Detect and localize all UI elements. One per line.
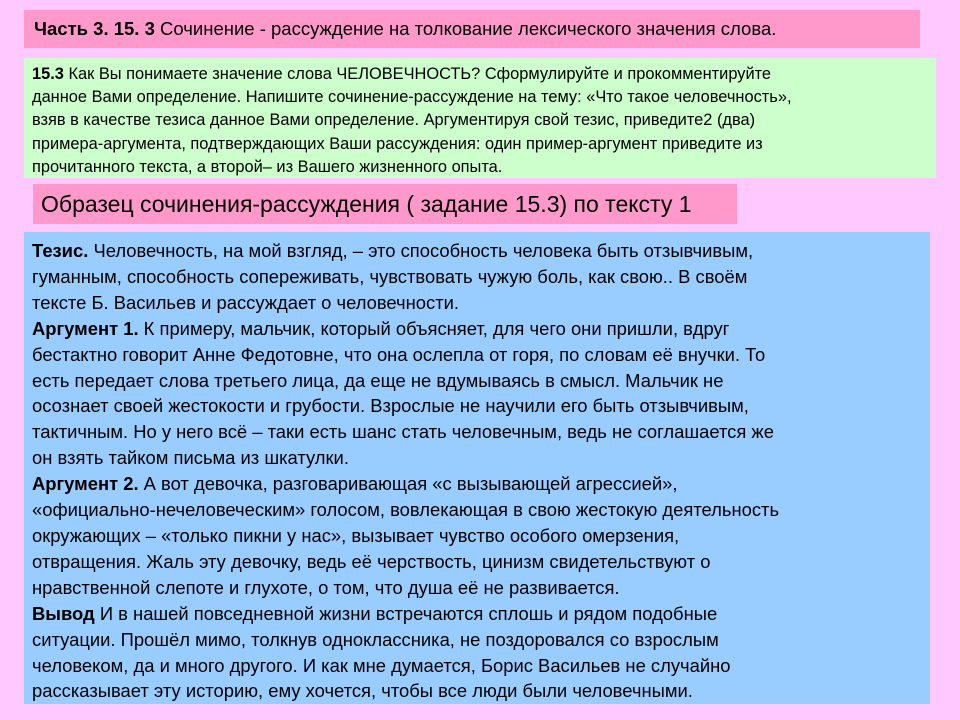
slide-header <box>24 10 920 48</box>
argument1-line: осознает своей жестокости и грубости. Взрослые не научили его быть отзывчивым, <box>32 395 749 417</box>
thesis-line: Тезис. Человечность, на мой взгляд, – это способность человека быть отзывчивым, <box>32 240 754 261</box>
argument1-line: бестактно говорит Анне Федотовне, что она ослепла от горя, по словам её внучки. То <box>32 343 766 365</box>
argument2-line: «официально-нечеловеческим» голосом, вовлекающая в свою жестокую деятельность <box>32 499 780 521</box>
conclusion-line: рассказывает эту историю, ему хочется, чтобы все люди были человечными. <box>32 680 693 702</box>
thesis-label: Тезис. <box>32 240 89 261</box>
task-line: 15.3 Как Вы понимаете значение слова ЧЕЛОВЕЧНОСТЬ? Сформулируйте и прокомментируйте <box>32 65 772 83</box>
sample-essay <box>24 232 930 704</box>
argument1-label: Аргумент 1. <box>32 317 139 339</box>
argument2-line: отвращения. Жаль эту девочку, ведь её черствость, цинизм свидетельствуют о <box>32 550 711 572</box>
task-line: примера-аргумента, подтверждающих Ваши рассуждения: один пример-аргумент приведите из <box>32 134 763 153</box>
task-label: 15.3 <box>32 65 64 83</box>
argument1-line: он взять тайком письма из шкатулки. <box>32 447 349 469</box>
argument2-line: окружающих – «только пикни у нас», вызывает чувство особого омерзения, <box>32 524 680 546</box>
conclusion-line: человеком, да и много другого. И как мне думается, Борис Васильев не случайно <box>32 654 731 676</box>
header-title: Сочинение - рассуждение на толкование лексического значения слова. <box>154 18 777 39</box>
conclusion-line: ситуации. Прошёл мимо, толкнув одноклассника, не поздоровался со взрослым <box>32 628 719 650</box>
argument1-line: есть передает слова третьего лица, да еще не вдумываясь в смысл. Мальчик не <box>32 369 724 391</box>
argument2-line: нравственной слепоте и глухоте, о том, что душа её не развивается. <box>32 576 620 598</box>
argument2-label: Аргумент 2. <box>32 473 139 495</box>
conclusion-line: Вывод И в нашей повседневной жизни встречаются сплошь и рядом подобные <box>32 602 718 624</box>
header-part-number: Часть 3. 15. 3 <box>34 18 155 39</box>
conclusion-label: Вывод <box>32 602 95 624</box>
argument1-line: Аргумент 1. К примеру, мальчик, который объясняет, для чего они пришли, вдруг <box>32 317 730 339</box>
task-description <box>24 58 936 178</box>
task-line: взяв в качестве тезиса данное Вами определение. Аргументируя свой тезис, приведите2 (два) <box>32 111 756 130</box>
sample-essay-title: Образец сочинения-рассуждения ( задание 15.3) по тексту 1 <box>33 184 737 224</box>
thesis-line: гуманным, способность сопереживать, чувствовать чужую боль, как свою.. В своём <box>32 265 748 287</box>
task-line: прочитанного текста, а второй– из Вашего жизненного опыта. <box>32 157 503 176</box>
task-line: данное Вами определение. Напишите сочинение-рассуждение на тему: «Что такое человечность», <box>32 88 792 107</box>
argument2-line: Аргумент 2. А вот девочка, разговаривающая «с вызывающей агрессией», <box>32 473 678 495</box>
argument1-line: тактичным. Но у него всё – таки есть шанс стать человечным, ведь не соглашается же <box>32 421 774 443</box>
thesis-line: тексте Б. Васильев и рассуждает о человечности. <box>32 291 460 313</box>
